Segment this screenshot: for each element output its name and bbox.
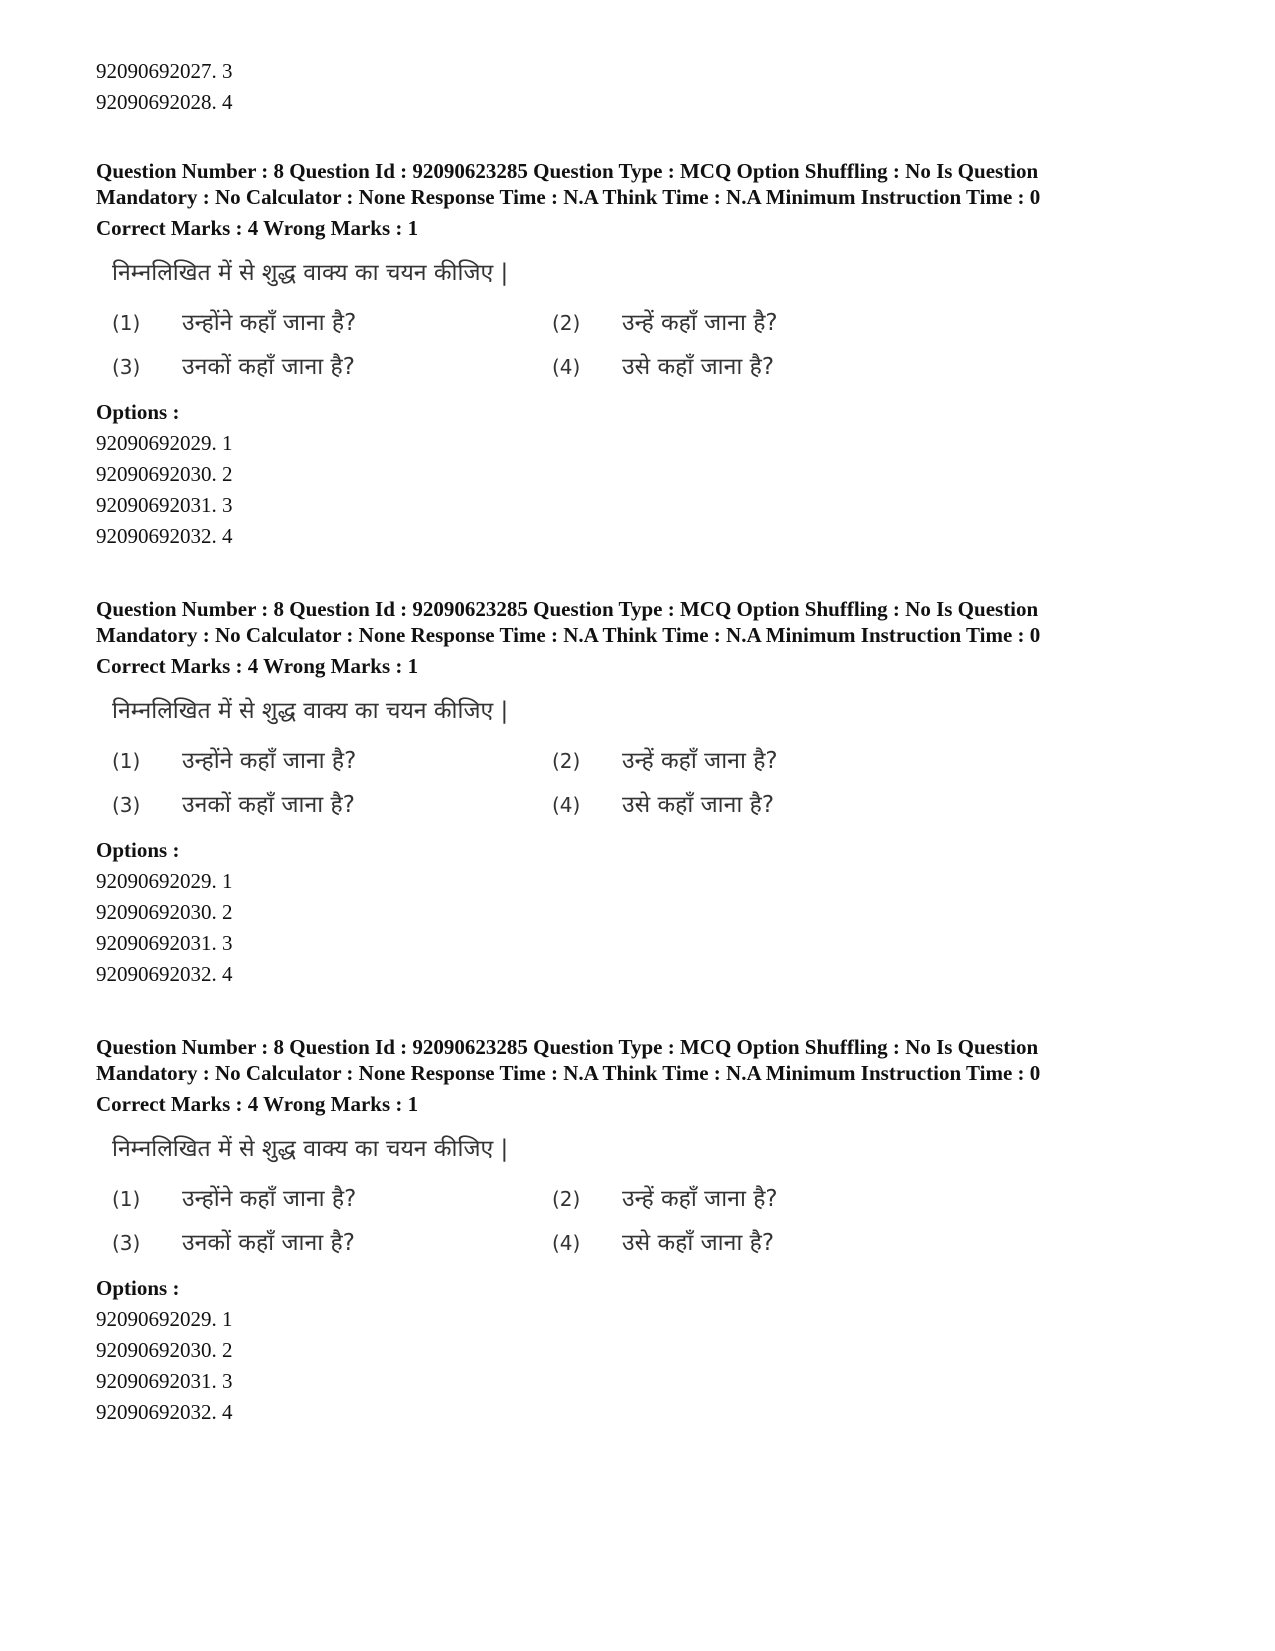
choice-item xyxy=(552,351,812,383)
choice-number: (1) xyxy=(112,311,141,335)
choice-text: उनकों कहाँ जाना है? xyxy=(182,792,355,818)
choice-item xyxy=(552,307,812,339)
question-meta-line: Question Number : 8 Question Id : 92090623285 Question Type : MCQ Option Shuffling : No Is Question xyxy=(96,597,1039,621)
choice-item xyxy=(112,307,552,339)
document-page xyxy=(96,56,1196,1428)
choice-text: उनकों कहाँ जाना है? xyxy=(182,1230,355,1256)
choice-grid xyxy=(112,745,832,821)
choice-number: (3) xyxy=(112,355,141,379)
options-list xyxy=(96,1304,1196,1428)
question-marks-line: Correct Marks : 4 Wrong Marks : 1 xyxy=(96,654,419,678)
options-heading: Options : xyxy=(96,838,180,862)
question-prompt: निम्नलिखित में से शुद्ध वाक्य का चयन कीजिए | xyxy=(112,698,509,724)
question-meta-line: Question Number : 8 Question Id : 92090623285 Question Type : MCQ Option Shuffling : No Is Question xyxy=(96,1035,1039,1059)
question-content xyxy=(112,257,832,383)
option-line: 92090692032. 4 xyxy=(96,1400,233,1424)
question-meta-line: Mandatory : No Calculator : None Response Time : N.A Think Time : N.A Minimum Instruction Time : 0 xyxy=(96,1061,1041,1085)
previous-options-list xyxy=(96,56,1196,118)
option-line: 92090692029. 1 xyxy=(96,1307,233,1331)
options-heading: Options : xyxy=(96,1276,180,1300)
choice-item xyxy=(112,351,552,383)
choice-number: (1) xyxy=(112,1187,141,1211)
choice-number: (3) xyxy=(112,1231,141,1255)
choice-item xyxy=(552,1183,812,1215)
option-line: 92090692031. 3 xyxy=(96,931,233,955)
options-list xyxy=(96,428,1196,552)
choice-text: उनकों कहाँ जाना है? xyxy=(182,354,355,380)
question-marks-line: Correct Marks : 4 Wrong Marks : 1 xyxy=(96,216,419,240)
choice-item xyxy=(112,1227,552,1259)
question-block xyxy=(96,158,1196,552)
choice-grid xyxy=(112,1183,832,1259)
choice-item xyxy=(552,745,812,777)
choice-number: (4) xyxy=(552,1231,581,1255)
option-line: 92090692031. 3 xyxy=(96,493,233,517)
question-content xyxy=(112,1133,832,1259)
question-prompt: निम्नलिखित में से शुद्ध वाक्य का चयन कीजिए | xyxy=(112,260,509,286)
choice-item xyxy=(112,1183,552,1215)
choice-number: (4) xyxy=(552,793,581,817)
choice-item xyxy=(112,745,552,777)
question-content xyxy=(112,695,832,821)
option-line: 92090692030. 2 xyxy=(96,462,233,486)
choice-number: (2) xyxy=(552,749,581,773)
choice-item xyxy=(552,789,812,821)
option-line: 92090692030. 2 xyxy=(96,900,233,924)
option-line: 92090692030. 2 xyxy=(96,1338,233,1362)
choice-text: उन्हें कहाँ जाना है? xyxy=(622,748,778,774)
choice-text: उन्हें कहाँ जाना है? xyxy=(622,1186,778,1212)
question-prompt: निम्नलिखित में से शुद्ध वाक्य का चयन कीजिए | xyxy=(112,1136,509,1162)
choice-number: (3) xyxy=(112,793,141,817)
choice-text: उसे कहाँ जाना है? xyxy=(622,792,775,818)
options-list xyxy=(96,866,1196,990)
question-marks-line: Correct Marks : 4 Wrong Marks : 1 xyxy=(96,1092,419,1116)
option-line: 92090692031. 3 xyxy=(96,1369,233,1393)
choice-number: (2) xyxy=(552,1187,581,1211)
option-line: 92090692027. 3 xyxy=(96,59,233,83)
question-block xyxy=(96,596,1196,990)
question-meta-line: Mandatory : No Calculator : None Response Time : N.A Think Time : N.A Minimum Instruction Time : 0 xyxy=(96,185,1041,209)
choice-text: उन्होंने कहाँ जाना है? xyxy=(182,1186,357,1212)
option-line: 92090692029. 1 xyxy=(96,869,233,893)
choice-text: उसे कहाँ जाना है? xyxy=(622,354,775,380)
choice-text: उन्होंने कहाँ जाना है? xyxy=(182,748,357,774)
choice-grid xyxy=(112,307,832,383)
question-block xyxy=(96,1034,1196,1428)
choice-item xyxy=(112,789,552,821)
choice-item xyxy=(552,1227,812,1259)
choice-number: (2) xyxy=(552,311,581,335)
choice-text: उन्होंने कहाँ जाना है? xyxy=(182,310,357,336)
question-meta-line: Question Number : 8 Question Id : 92090623285 Question Type : MCQ Option Shuffling : No Is Question xyxy=(96,159,1039,183)
choice-text: उन्हें कहाँ जाना है? xyxy=(622,310,778,336)
option-line: 92090692032. 4 xyxy=(96,962,233,986)
choice-text: उसे कहाँ जाना है? xyxy=(622,1230,775,1256)
option-line: 92090692029. 1 xyxy=(96,431,233,455)
question-meta-line: Mandatory : No Calculator : None Response Time : N.A Think Time : N.A Minimum Instruction Time : 0 xyxy=(96,623,1041,647)
option-line: 92090692032. 4 xyxy=(96,524,233,548)
options-heading: Options : xyxy=(96,400,180,424)
option-line: 92090692028. 4 xyxy=(96,90,233,114)
choice-number: (4) xyxy=(552,355,581,379)
choice-number: (1) xyxy=(112,749,141,773)
